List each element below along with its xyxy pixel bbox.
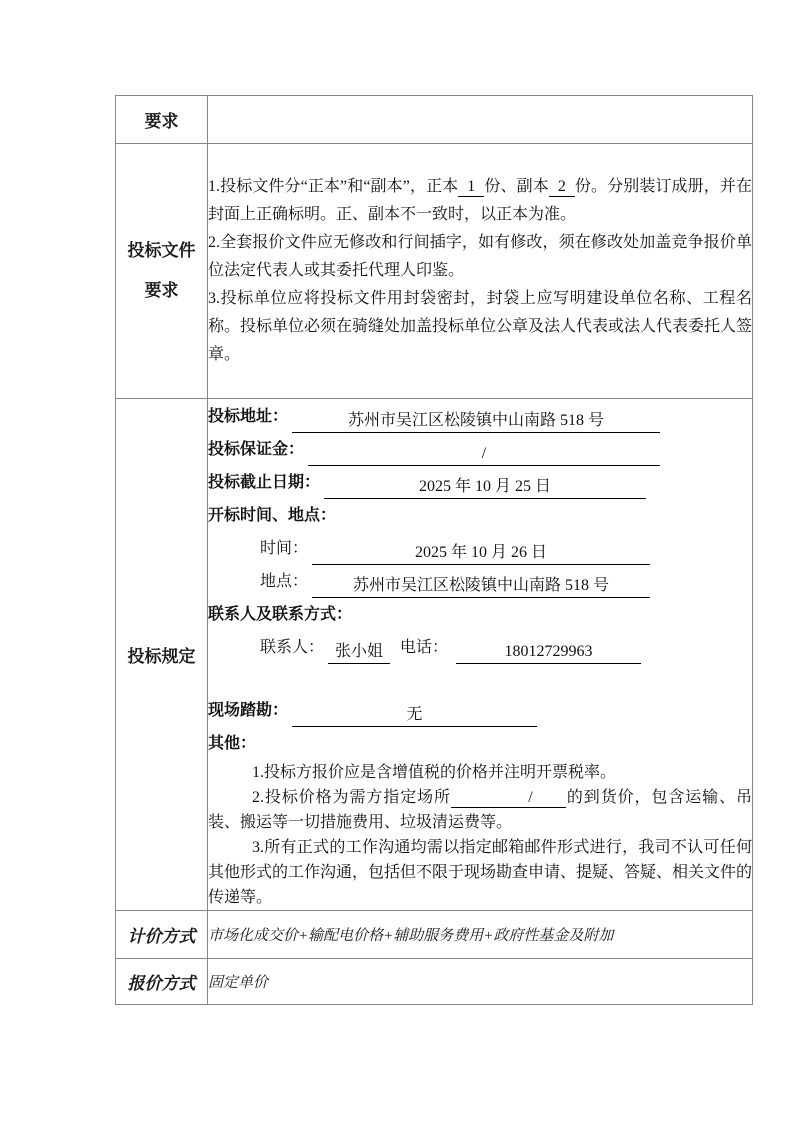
row5-header-label: 报价方式 bbox=[127, 974, 196, 993]
row3-header-cell bbox=[116, 399, 208, 911]
contact-person-value: 张小姐 bbox=[328, 641, 390, 664]
bid-doc-item-3: 3.投标单位应将投标文件用封袋密封，封袋上应写明建设单位名称、工程名称。投标单位必须在骑缝处加盖投标单位公章及法人代表或法人代表委托人签章。 bbox=[208, 290, 753, 363]
contact-phone-label: 电话： bbox=[400, 638, 449, 656]
bid-doc-item-1 bbox=[208, 173, 752, 229]
quotation-method-value: 固定单价 bbox=[208, 975, 269, 991]
opening-time-value: 2025 年 10 月 26 日 bbox=[312, 542, 650, 565]
item1-original-count: 1 bbox=[458, 177, 484, 197]
row4-header-label: 计价方式 bbox=[127, 927, 196, 946]
opening-place-label: 地点： bbox=[260, 572, 309, 590]
site-visit-field bbox=[208, 694, 752, 727]
contact-person-label: 联系人： bbox=[260, 638, 325, 656]
other-header-label: 其他： bbox=[208, 734, 257, 752]
opening-place-value: 苏州市吴江区松陵镇中山南路 518 号 bbox=[312, 575, 650, 598]
contact-header bbox=[208, 598, 752, 631]
bid-deposit-label: 投标保证金： bbox=[208, 440, 305, 458]
table-row-requirement bbox=[116, 96, 753, 144]
bid-deadline-field bbox=[208, 466, 752, 499]
bid-deadline-label: 投标截止日期： bbox=[208, 473, 321, 491]
other-item2-blank: / bbox=[451, 788, 566, 808]
row2-content-cell bbox=[208, 144, 753, 399]
item1-copy-count: 2 bbox=[549, 177, 575, 197]
row3-header-label: 投标规定 bbox=[127, 647, 196, 666]
opening-header-label: 开标时间、地点： bbox=[208, 506, 337, 524]
row4-content-cell bbox=[208, 911, 753, 959]
item1-mid: 份、副本 bbox=[484, 178, 549, 195]
table-row-bid-regulations bbox=[116, 399, 753, 911]
other-item-3: 3.所有正式的工作沟通均需以指定邮箱邮件形式进行，我司不认可任何其他形式的工作沟通，包括但不限于现场勘查申请、提疑、答疑、相关文件的传递等。 bbox=[208, 838, 753, 906]
other-header bbox=[208, 727, 752, 760]
blank-spacer bbox=[208, 664, 752, 694]
other-item-2 bbox=[208, 785, 752, 835]
row5-header-cell bbox=[116, 959, 208, 1005]
bid-deposit-field bbox=[208, 433, 752, 466]
bid-deadline-value: 2025 年 10 月 25 日 bbox=[324, 476, 646, 499]
opening-time-label: 时间： bbox=[260, 539, 309, 557]
bid-deposit-value: / bbox=[308, 443, 660, 466]
opening-place-field bbox=[208, 565, 752, 598]
bid-requirements-table bbox=[115, 95, 753, 1005]
opening-time-field bbox=[208, 532, 752, 565]
row1-header-label: 要求 bbox=[144, 112, 179, 131]
contact-header-label: 联系人及联系方式： bbox=[208, 605, 353, 623]
bid-doc-item-2: 2.全套报价文件应无修改和行间插字，如有修改，须在修改处加盖竞争报价单位法定代表人或其委托代理人印鉴。 bbox=[208, 234, 752, 279]
table-row-bid-doc-requirements bbox=[116, 144, 753, 399]
contact-field bbox=[208, 631, 752, 664]
row3-content-cell bbox=[208, 399, 753, 911]
row1-content-cell bbox=[208, 96, 753, 144]
other-item2-post: 的到货价，包含运输、吊装、搬运等一切措施费用、垃圾清运费等。 bbox=[208, 788, 752, 831]
row1-header-cell bbox=[116, 96, 208, 144]
opening-header bbox=[208, 499, 752, 532]
site-visit-label: 现场踏勘： bbox=[208, 701, 289, 719]
row4-header-cell bbox=[116, 911, 208, 959]
row2-header-cell bbox=[116, 144, 208, 399]
item1-post: 份。分别装订成册，并在封面上正确标明。正、副本不一致时，以正本为准。 bbox=[208, 178, 752, 223]
site-visit-value: 无 bbox=[292, 704, 537, 727]
bid-address-label: 投标地址： bbox=[208, 407, 289, 425]
table-row-pricing-method bbox=[116, 911, 753, 959]
table-row-quotation-method bbox=[116, 959, 753, 1005]
row5-content-cell bbox=[208, 959, 753, 1005]
bid-address-field bbox=[208, 400, 752, 433]
item1-pre: 1.投标文件分“正本”和“副本”，正本 bbox=[208, 178, 459, 195]
row2-header-line2: 要求 bbox=[144, 281, 179, 300]
other-item2-pre: 2.投标价格为需方指定场所 bbox=[252, 788, 451, 806]
contact-phone-value: 18012729963 bbox=[456, 641, 641, 664]
row2-header-line1: 投标文件 bbox=[127, 241, 196, 260]
other-item-1: 1.投标方报价应是含增值税的价格并注明开票税率。 bbox=[252, 763, 617, 781]
bid-address-value: 苏州市吴江区松陵镇中山南路 518 号 bbox=[292, 410, 660, 433]
pricing-method-value: 市场化成交价+输配电价格+辅助服务费用+政府性基金及附加 bbox=[208, 928, 614, 944]
